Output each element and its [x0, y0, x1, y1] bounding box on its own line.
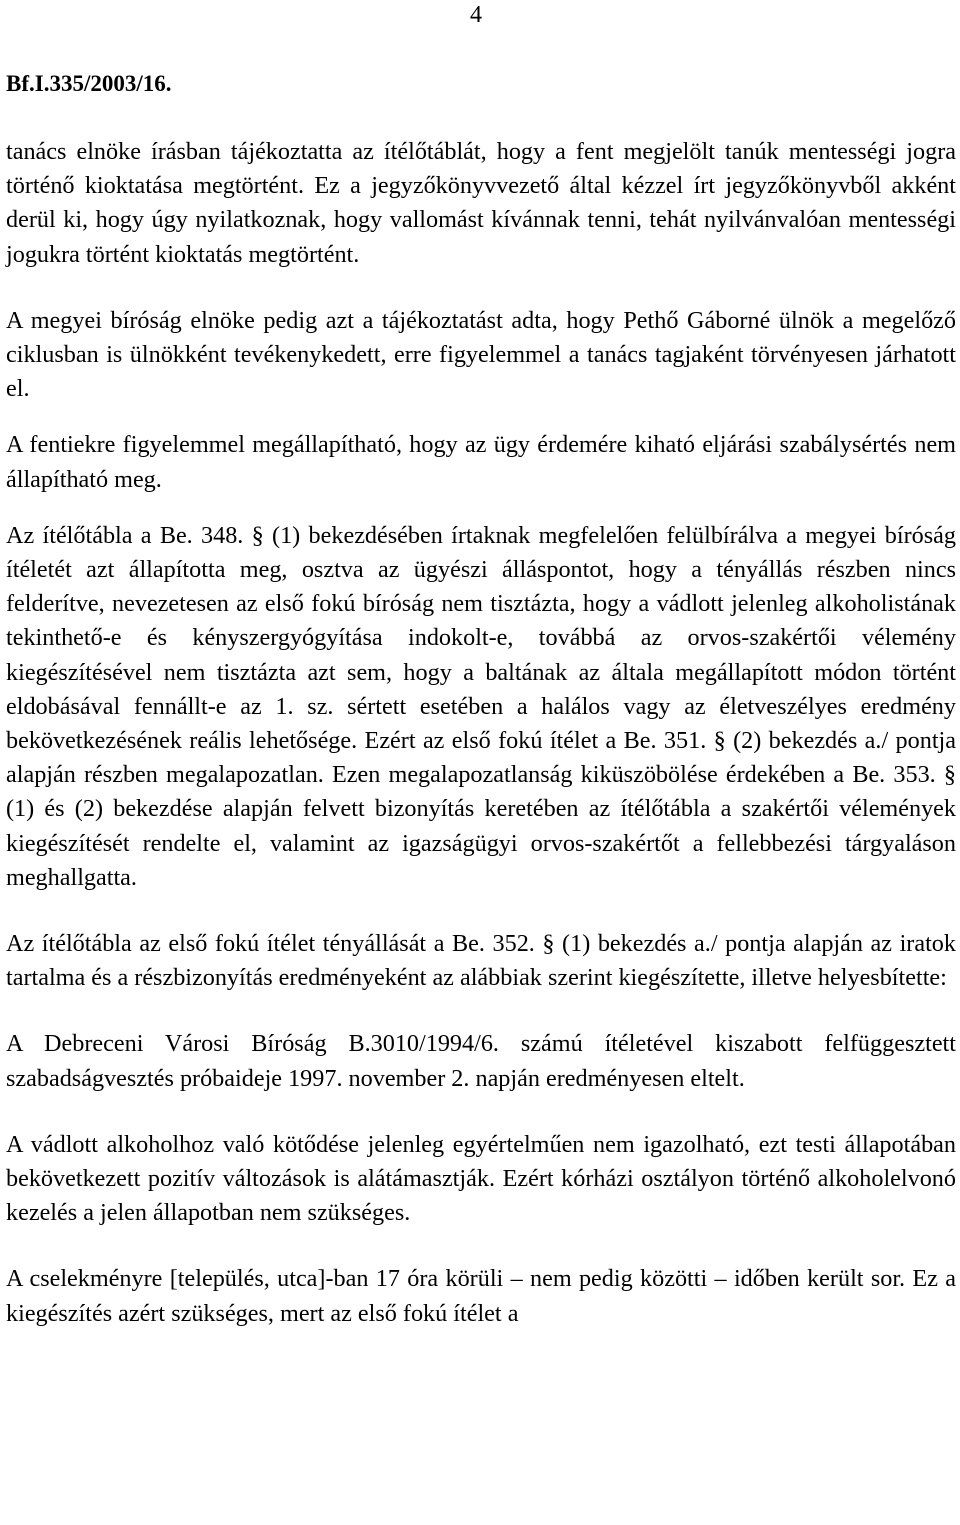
page-number: 4 — [470, 2, 482, 28]
document-body — [6, 135, 956, 1331]
paragraph-alcohol: A vádlott alkoholhoz való kötődése jelenleg egyértelműen nem igazolható, ezt testi állapotában bekövetkezett pozitív változások is alátámasztják. Ezért kórházi osztályon történő alkoholelvonó kezelés a jelen állapotban nem szükséges. — [6, 1130, 956, 1227]
paragraph-facts-supplement: Az ítélőtábla az első fokú ítélet tényállását a Be. 352. § (1) bekezdés a./ pontja alapján az iratok tartalma és a részbizonyítás eredményeként az alábbiak szerint kiegészítette, illetve helyesbítette: — [6, 930, 956, 992]
paragraph-no-violation: A fentiekre figyelemmel megállapítható, hogy az ügy érdemére kiható eljárási szabálysértés nem állapítható meg. — [6, 431, 956, 493]
paragraph-court-president: A megyei bíróság elnöke pedig azt a tájékoztatást adta, hogy Pethő Gáborné ülnök a megelőző ciklusban is ülnökként tevékenykedett, erre figyelemmel a tanács tagjaként törvényesen járhatott el. — [6, 306, 956, 403]
paragraph-appellate-review: Az ítélőtábla a Be. 348. § (1) bekezdésében írtaknak megfelelően felülbírálva a megyei bíróság ítéletét azt állapította meg, osztva az ügyészi álláspontot, hogy a tényállás részben nincs felderítve, nevezetesen az első fokú bíróság nem tisztázta, hogy a vádlott jelenleg alkoholistának tekinthető-e és kényszergyógyítása indokolt-e, továbbá az orvos-szakértői vélemény kiegészítésével nem tisztázta azt sem, hogy a baltának az általa megállapított módon történt eldobásával fennállt-e az 1. sz. sértett esetében a halálos vagy az életveszélyes eredmény bekövetkezésének reális lehetősége. Ezért az első fokú ítélet a Be. 351. § (2) bekezdés a./ pontja alapján részben megalapozatlan. Ezen megalapozatlanság kiküszöbölése érdekében a Be. 353. § (1) és (2) bekezdése alapján felvett bizonyítás keretében az ítélőtábla a szakértői vélemények kiegészítését rendelte el, valamint az igazságügyi orvos-szakértőt a fellebbezési tárgyaláson meghallgatta. — [6, 521, 956, 891]
paragraph-witness-instruction: tanács elnöke írásban tájékoztatta az ítélőtáblát, hogy a fent megjelölt tanúk mentességi jogra történő kioktatása megtörtént. Ez a jegyzőkönyvvezető által kézzel írt jegyzőkönyvből akként derül ki, hogy úgy nyilatkoznak, hogy vallomást kívánnak tenni, tehát nyilvánvalóan mentességi jogukra történt kioktatás megtörtént. — [6, 138, 956, 268]
paragraph-incident-time: A cselekményre [település, utca]-ban 17 óra körüli – nem pedig közötti – időben került sor. Ez a kiegészítés azért szükséges, mert az első fokú ítélet a — [6, 1265, 956, 1327]
paragraph-probation: A Debreceni Városi Bíróság B.3010/1994/6. számú ítéletével kiszabott felfüggesztett szabadságvesztés próbaideje 1997. november 2. napján eredményesen eltelt. — [6, 1030, 956, 1092]
case-number: Bf.I.335/2003/16. — [6, 71, 172, 96]
